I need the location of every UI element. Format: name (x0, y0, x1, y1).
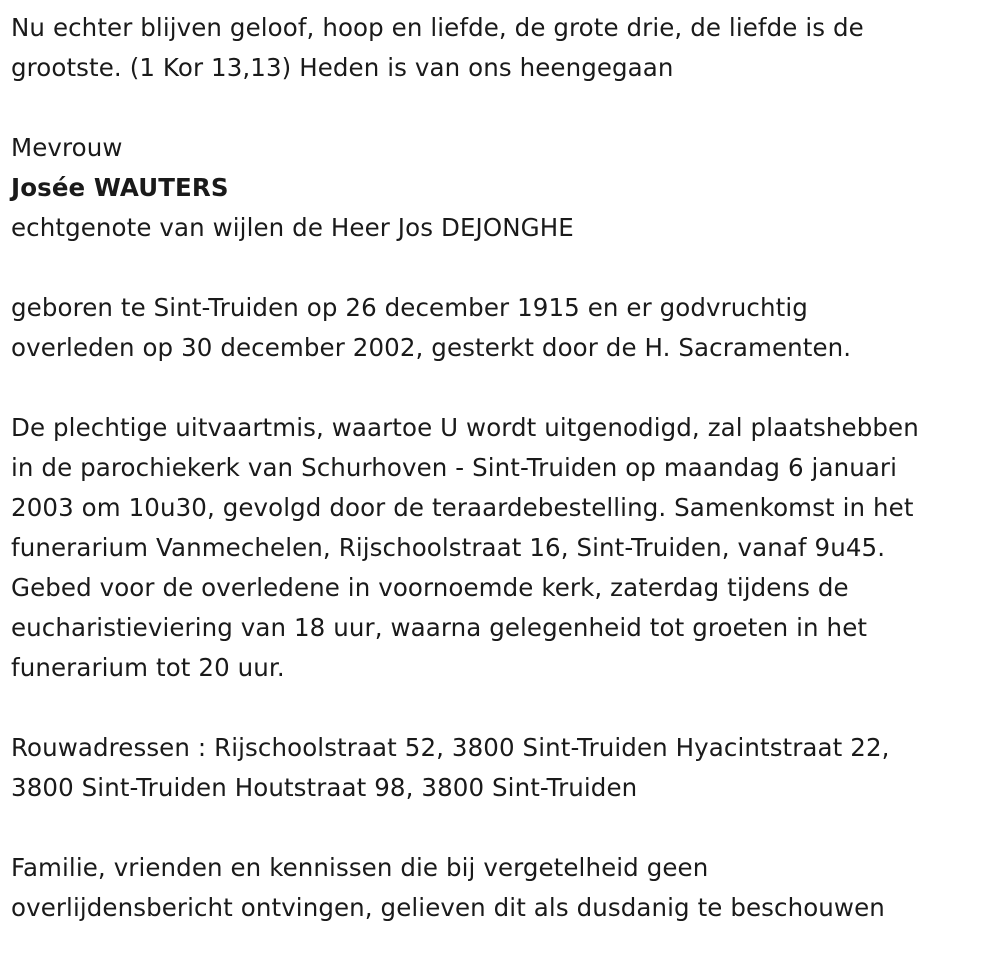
birth-death-paragraph: geboren te Sint-Truiden op 26 december 1915 en er godvruchtig overleden op 30 december 2002, gesterkt door de H. Sacramenten. (11, 293, 852, 362)
intro-quote: Nu echter blijven geloof, hoop en liefde, de grote drie, de liefde is de grootste. (1 Kor 13,13) Heden is van ons heengegaan (11, 13, 864, 82)
spacer (11, 248, 990, 288)
salutation: Mevrouw (11, 133, 123, 162)
spacer (11, 368, 990, 408)
spouse-line: echtgenote van wijlen de Heer Jos DEJONGHE (11, 213, 574, 242)
spacer (11, 688, 990, 728)
addresses-paragraph: Rouwadressen : Rijschoolstraat 52, 3800 Sint-Truiden Hyacintstraat 22, 3800 Sint-Truiden Houtstraat 98, 3800 Sint-Truiden (11, 733, 890, 802)
deceased-name: Josée WAUTERS (11, 173, 229, 202)
spacer (11, 88, 990, 128)
funeral-paragraph: De plechtige uitvaartmis, waartoe U wordt uitgenodigd, zal plaatshebben in de parochiekerk van Schurhoven - Sint-Truiden op maandag 6 januari 2003 om 10u30, gevolgd door de teraardebestelling. Samenkomst in het funerarium Vanmechelen, Rijschoolstraat 16, Sint-Truiden, vanaf 9u45. Gebed voor de overledene in voornoemde kerk, zaterdag tijdens de eucharistieviering van 18 uur, waarna gelegenheid tot groeten in het funerarium tot 20 uur. (11, 413, 919, 682)
spacer (11, 808, 990, 848)
closing-paragraph: Familie, vrienden en kennissen die bij vergetelheid geen overlijdensbericht ontvingen, gelieven dit als dusdanig te beschouwen (11, 853, 885, 922)
